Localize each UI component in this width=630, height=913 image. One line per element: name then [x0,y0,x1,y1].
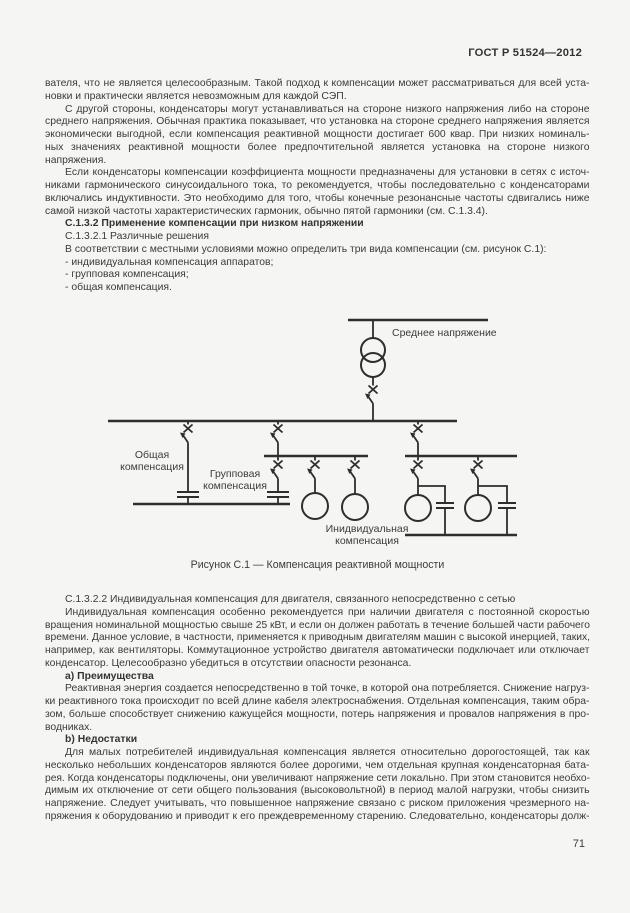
text-line: вращения номинальной мощностью свыше 25 кВт, и если он должен работать в течение большей части рабочего [45,619,590,631]
capacitor-symbol [267,492,289,497]
text-line: - индивидуальная компенсация аппаратов; [65,256,274,268]
page-header: ГОСТ Р 51524—2012 [468,47,582,59]
breaker-switch-symbol [270,457,283,483]
text-line: экономически выгодной, если компенсация реактивной мощности достигает 600 квар. При низких номиналь- [45,129,590,140]
breaker-switch-symbol [410,421,423,447]
breaker-switch-symbol [470,457,483,483]
text-line: напряжение. Следует учитывать, что повышенное напряжение связано с риском приложения чрезмерного на- [45,798,590,809]
label-group-compensation: Групповая [209,468,261,480]
motor-symbol [342,494,368,520]
text-line: С другой стороны, конденсаторы могут устанавливаться на стороне низкого напряжения либо на стороне [65,103,590,115]
text-line: С.1.3.2 Применение компенсации при низком напряжении [65,218,364,230]
text-line: С.1.3.2.1 Различные решения [65,231,209,242]
text-line: новки и практически является невозможным для каждой СЭП. [45,90,347,102]
label-individual-compensation: Инидвидуальная [325,523,409,535]
breaker-switch-symbol [410,457,423,483]
text-line: С.1.3.2.2 Индивидуальная компенсация для двигателя, связанного непосредственно с сетью [65,594,516,605]
body-text-lower [45,594,590,824]
transformer-symbol [361,338,385,377]
text-line: b) Недостатки [65,734,138,746]
label-individual-compensation: компенсация [335,535,399,547]
label-general-compensation: компенсация [120,461,184,473]
breaker-switch-symbol [365,382,378,408]
label-group-compensation: компенсация [203,480,267,492]
text-line: Индивидуальная компенсация особенно рекомендуется при наличии двигателя с постоянной скоростью [65,606,590,618]
text-line: Если конденсаторы компенсации коэффициента мощности предназначены для установки в сетях с источ- [65,167,590,179]
text-line: димым их отключение от сети общего пользования (высоковольтной) в период малой нагрузки, чтобы снизить [45,785,590,797]
text-line: конденсатор. Целесообразно убедиться в отсутствии опасности резонанса. [45,657,412,669]
text-line: рея. Когда конденсаторы подключены, они увеличивают напряжение сети локально. При этом становится необхо- [45,772,590,784]
text-line: например, как вентиляторы. Коммутационное устройство двигателя автоматически подключает или отключает [45,645,590,656]
figure-caption: Рисунок С.1 — Компенсация реактивной мощности [190,559,445,571]
text-line: никами гармонического синусоидального тока, то рекомендуется, чтобы последовательно с конденсаторами [45,180,590,191]
text-line: несколько небольших конденсаторов являются более дорогими, чем отдельная крупная конденсаторная бата- [45,759,590,771]
page-number: 71 [572,838,585,850]
capacitor-symbol [498,503,516,508]
motor-symbol [465,495,491,521]
text-line: ки реактивного тока происходит по всей длине кабеля электроснабжения. Отдельная компенсация, таким обра- [45,696,590,707]
motor-symbol [302,493,328,519]
label-general-compensation: Общая [134,449,170,461]
capacitor-symbol [177,492,199,497]
breaker-switch-symbol [307,457,320,483]
text-line: вателя, что не является целесообразным. Такой подход к компенсации может рассматриваться для всей уста- [45,78,590,89]
text-line: Для малых потребителей индивидуальная компенсация является относительно дорогостоящей, так как [65,747,590,758]
text-line: включались индуктивности. Это необходимо для того, чтобы конечные резонансные частоты сдвигались ниже [45,192,590,204]
text-line: Реактивная энергия создается непосредственно в той точке, в которой она потребляется. Снижение нагруз- [65,683,590,695]
text-line: В соответствии с местными условиями можно определить три вида компенсации (см. рисунок С.1): [65,243,547,255]
text-line: самой низкой частоты характеристических гармоник, обычно пятой гармоники (см. С.1.3.4). [45,205,488,217]
text-line: ных значениях реактивной мощности более предпочтительной является установка на стороне низкого [45,141,590,153]
text-line: - общая компенсация. [65,282,172,293]
text-line: среднего напряжения. Обычная практика показывает, что установка на стороне среднего напряжения является [45,116,590,128]
breaker-switch-symbol [347,457,360,483]
breaker-switch-symbol [180,421,193,447]
label-medium-voltage: Среднее напряжение [392,327,497,339]
text-line: а) Преимущества [65,670,154,682]
text-line: водниках. [45,721,93,733]
text-line: времени. Данное условие, в частности, применяется к приводным двигателям машин с высокой инерцией, таких, [45,632,590,644]
text-line: - групповая компенсация; [65,269,189,281]
text-line: напряжения. [45,154,107,166]
motor-symbol [405,495,431,521]
text-line: пряжения к оборудованию и приводит к его преждевременному старению. Следовательно, конденсаторы долж- [45,810,590,822]
capacitor-symbol [436,503,454,508]
text-line: зом, больше способствует снижению кажущейся мощности, потерь напряжения и провалов напряжения в про- [45,708,590,720]
breaker-switch-symbol [270,421,283,447]
